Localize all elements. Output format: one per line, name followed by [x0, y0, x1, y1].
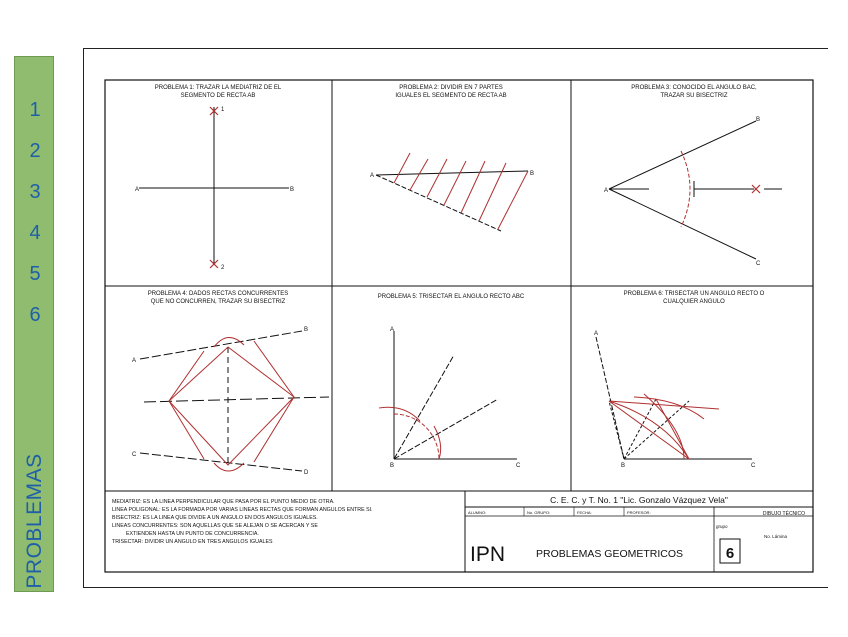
panel-3-subtitle: TRAZAR SU BISECTRIZ — [660, 93, 728, 99]
panel-problem-3 — [604, 85, 782, 267]
note-line-5: EXTIENDEN HASTA UN PUNTO DE CONCURRENCIA. — [126, 531, 259, 537]
sidebar-item-1[interactable]: 1 — [29, 99, 41, 121]
drawing-sheet — [83, 48, 828, 588]
field-grupo: No. GRUPO: — [527, 510, 551, 515]
panel-5-point-a: A — [390, 327, 395, 333]
note-line-3: BISECTRIZ: ES LA LINEA QUE DIVIDE A UN ANGULO EN DOS ANGULOS IGUALES. — [112, 515, 318, 521]
ipn-logo-text: IPN — [470, 543, 506, 566]
panel-2-point-a: A — [370, 173, 375, 179]
panel-6-point-c: C — [751, 463, 756, 469]
panel-1-mark-2: 2 — [221, 265, 225, 271]
panel-problem-2 — [370, 85, 534, 231]
note-line-1: MEDIATRIZ: ES LA LINEA PERPENDICULAR QUE PASA POR EL PUNTO MEDIO DE OTRA. — [112, 499, 335, 505]
panel-1-point-b: B — [290, 187, 295, 193]
sidebar-title: PROBLEMAS — [23, 453, 46, 589]
panel-6-point-a: A — [594, 331, 599, 337]
panel-problem-5 — [378, 294, 525, 469]
panel-6-subtitle: CUALQUIER ANGULO — [663, 299, 725, 305]
sidebar-item-3[interactable]: 3 — [29, 181, 41, 203]
panel-1-title: PROBLEMA 1: TRAZAR LA MEDIATRIZ DE EL — [154, 85, 282, 91]
panel-2-subtitle: IGUALES EL SEGMENTO DE RECTA AB — [395, 93, 507, 99]
field-grupo-2: grupo — [716, 524, 728, 529]
school-name: C. E. C. y T. No. 1 "Lic. Gonzalo Vázquez Vela" — [550, 495, 728, 505]
panel-2-title: PROBLEMA 2: DIVIDIR EN 7 PARTES — [399, 85, 503, 91]
panel-3-point-a: A — [604, 188, 609, 194]
panel-4-point-d: D — [304, 470, 309, 476]
panel-3-point-c: C — [756, 261, 761, 267]
sidebar-item-2[interactable]: 2 — [29, 140, 41, 162]
panel-3-point-b: B — [756, 117, 761, 123]
panel-4-point-a: A — [132, 358, 137, 364]
panel-5-point-b: B — [390, 463, 395, 469]
panel-1-point-a: A — [135, 187, 140, 193]
sidebar-item-6[interactable]: 6 — [29, 304, 41, 326]
sheet-number: 6 — [725, 545, 735, 562]
panel-5-point-c: C — [516, 463, 521, 469]
definitions-notes — [112, 499, 373, 545]
sheet-title: PROBLEMAS GEOMETRICOS — [536, 548, 684, 560]
subject-label: DIBUJO TÉCNICO — [762, 511, 806, 517]
note-line-4: LINEAS CONCURRENTES: SON AQUELLAS QUE SE ALEJAN O SE ACERCAN Y SE — [112, 523, 318, 529]
field-alumno: ALUMNO: — [468, 510, 487, 515]
panel-4-point-b: B — [304, 327, 309, 333]
panel-2-point-b: B — [530, 171, 535, 177]
panel-1-subtitle: SEGMENTO DE RECTA AB — [180, 93, 256, 99]
field-lamina: No. Lámina — [764, 534, 788, 539]
sidebar-item-5[interactable]: 5 — [29, 263, 41, 285]
panel-problem-4 — [132, 291, 329, 476]
panel-problem-1 — [135, 85, 294, 271]
sidebar — [14, 56, 54, 592]
panel-4-point-c: C — [132, 452, 137, 458]
panel-3-title: PROBLEMA 3: CONOCIDO EL ANGULO BAC, — [631, 85, 757, 91]
panel-4-subtitle: QUE NO CONCURREN, TRAZAR SU BISECTRIZ — [150, 299, 286, 305]
panel-4-title: PROBLEMA 4: DADOS RECTAS CONCURRENTES — [147, 291, 289, 297]
field-profesor: PROFESOR: — [627, 510, 651, 515]
panel-1-mark-1: 1 — [221, 107, 225, 113]
field-fecha: FECHA: — [577, 510, 592, 515]
panel-problem-6 — [594, 291, 765, 469]
panel-6-title: PROBLEMA 6: TRISECTAR UN ANGULO RECTO O — [623, 291, 765, 297]
sidebar-item-4[interactable]: 4 — [29, 222, 41, 244]
technical-drawing — [104, 79, 814, 573]
panel-6-point-b: B — [621, 463, 626, 469]
note-line-6: TRISECTAR: DIVIDIR UN ANGULO EN TRES ANGULOS IGUALES — [112, 539, 273, 545]
title-block — [465, 491, 813, 572]
panel-5-title: PROBLEMA 5: TRISECTAR EL ANGULO RECTO ABC — [377, 294, 525, 300]
note-line-2: LINEA POLIGONAL: ES LA FORMADA POR VARIAS LINEAS RECTAS QUE FORMAN ANGULOS ENTRE SI. — [112, 507, 373, 513]
